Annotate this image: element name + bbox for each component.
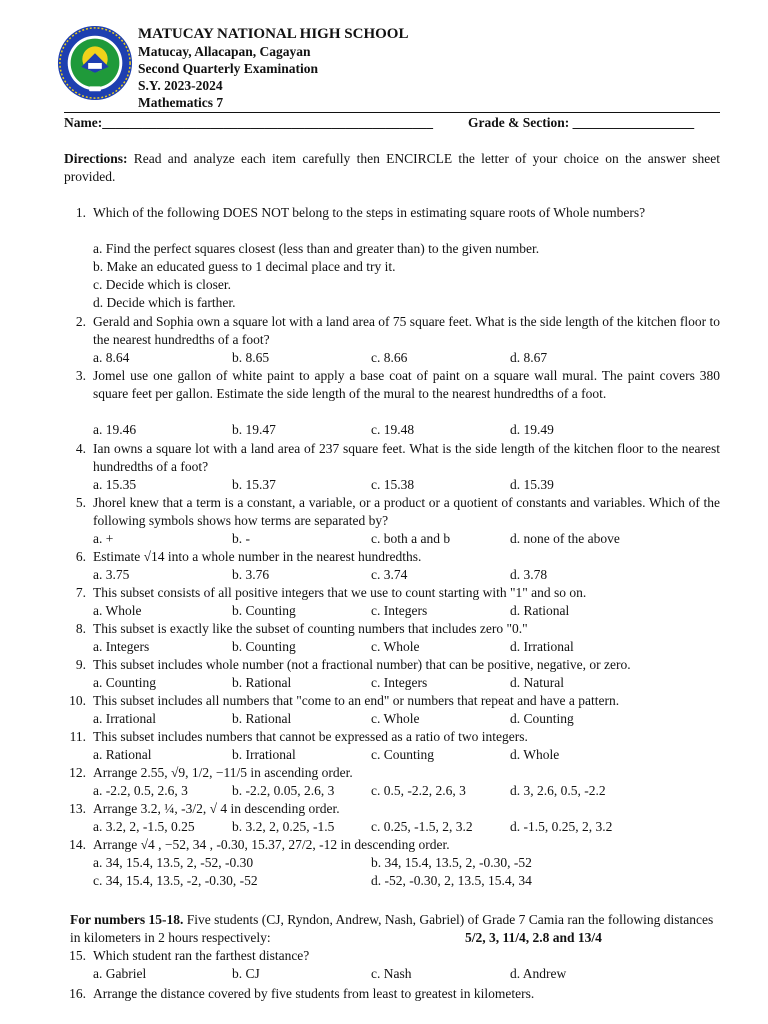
question-number: 12. bbox=[69, 765, 86, 780]
directions bbox=[64, 150, 720, 186]
choice-d[interactable]: d. Natural bbox=[510, 675, 564, 690]
choice-b[interactable]: b. Rational bbox=[232, 675, 292, 690]
choice-b[interactable]: b. 15.37 bbox=[232, 477, 276, 492]
choice-a[interactable]: a. Gabriel bbox=[93, 966, 147, 981]
section-intro bbox=[70, 911, 720, 947]
question-number: 14. bbox=[69, 837, 86, 852]
choice-d[interactable]: d. Rational bbox=[510, 603, 570, 618]
choice-d[interactable]: d. -52, -0.30, 2, 13.5, 15.4, 34 bbox=[371, 873, 532, 888]
choice-c[interactable]: c. 15.38 bbox=[371, 477, 415, 492]
question-stem: Ian owns a square lot with a land area of 237 square feet. What is the side length of the kitchen floor to the nearest hundredths of a foot? bbox=[93, 441, 720, 474]
question-number: 4. bbox=[75, 441, 86, 456]
school-year: S.Y. 2023-2024 bbox=[138, 78, 223, 93]
choice-c[interactable]: c. Nash bbox=[371, 966, 412, 981]
school-seal-logo bbox=[56, 24, 134, 102]
choice-b[interactable]: b. -2.2, 0.05, 2.6, 3 bbox=[232, 783, 335, 798]
question-number: 5. bbox=[75, 495, 86, 510]
choice-b[interactable]: b. 8.65 bbox=[232, 350, 270, 365]
question-number: 9. bbox=[75, 657, 86, 672]
question-number: 6. bbox=[75, 549, 86, 564]
question-stem: Gerald and Sophia own a square lot with a land area of 75 square feet. What is the side length of the kitchen floor to the nearest hundredths of a foot? bbox=[93, 314, 720, 347]
choice-d[interactable]: d. Andrew bbox=[510, 966, 567, 981]
choice-c[interactable]: c. 3.74 bbox=[371, 567, 408, 582]
choice-d[interactable]: d. -1.5, 0.25, 2, 3.2 bbox=[510, 819, 613, 834]
choice-b[interactable]: b. Make an educated guess to 1 decimal place and try it. bbox=[93, 259, 396, 274]
choice-a[interactable]: a. 19.46 bbox=[93, 422, 137, 437]
question-stem: This subset includes all numbers that "come to an end" or numbers that repeat and have a pattern. bbox=[93, 693, 620, 708]
choice-d[interactable]: d. 8.67 bbox=[510, 350, 548, 365]
choice-a[interactable]: a. 15.35 bbox=[93, 477, 137, 492]
grade-section-field[interactable]: Grade & Section: __________________ bbox=[468, 115, 695, 130]
choice-b[interactable]: b. Rational bbox=[232, 711, 292, 726]
question-number: 8. bbox=[75, 621, 86, 636]
section-values: 5/2, 3, 11/4, 2.8 and 13/4 bbox=[465, 930, 602, 945]
school-header bbox=[138, 26, 408, 111]
choice-a[interactable]: a. Irrational bbox=[93, 711, 156, 726]
question-stem: This subset includes whole number (not a fractional number) that can be positive, negative, or zero. bbox=[93, 657, 631, 672]
choice-a[interactable]: a. -2.2, 0.5, 2.6, 3 bbox=[93, 783, 188, 798]
question-stem: Arrange the distance covered by five students from least to greatest in kilometers. bbox=[93, 986, 535, 1001]
question-stem: This subset is exactly like the subset of counting numbers that includes zero "0." bbox=[93, 621, 528, 636]
question-stem: This subset consists of all positive integers that we use to count starting with "1" and so on. bbox=[93, 585, 587, 600]
question-stem: Arrange 2.55, √9, 1/2, −11/5 in ascending order. bbox=[93, 765, 353, 780]
question-stem: Jhorel knew that a term is a constant, a variable, or a product or a quotient of constants and variables. Which of the following symbols shows how terms are separated by? bbox=[93, 495, 720, 528]
choice-a[interactable]: a. 8.64 bbox=[93, 350, 130, 365]
choice-d[interactable]: d. Irrational bbox=[510, 639, 574, 654]
choice-c[interactable]: c. 8.66 bbox=[371, 350, 408, 365]
question-number: 1. bbox=[75, 205, 86, 220]
question-number: 2. bbox=[75, 314, 86, 329]
choice-c[interactable]: c. Integers bbox=[371, 603, 428, 618]
choice-c[interactable]: c. 0.5, -2.2, 2.6, 3 bbox=[371, 783, 466, 798]
choice-a[interactable]: a. Counting bbox=[93, 675, 156, 690]
question-number: 3. bbox=[75, 368, 86, 383]
choice-a[interactable]: a. + bbox=[93, 531, 114, 546]
choice-d[interactable]: d. Counting bbox=[510, 711, 574, 726]
choice-a[interactable]: a. Whole bbox=[93, 603, 142, 618]
section-text: Five students (CJ, Ryndon, Andrew, Nash, Gabriel) of Grade 7 Camia ran the following distances in kilometers in 2 hours respectively: bbox=[70, 912, 714, 945]
choice-b[interactable]: b. 34, 15.4, 13.5, 2, -0.30, -52 bbox=[371, 855, 532, 870]
choice-c[interactable]: c. 34, 15.4, 13.5, -2, -0.30, -52 bbox=[93, 873, 258, 888]
choice-b[interactable]: b. Counting bbox=[232, 639, 296, 654]
question-stem: Which student ran the farthest distance? bbox=[93, 948, 310, 963]
choice-a[interactable]: a. 3.2, 2, -1.5, 0.25 bbox=[93, 819, 195, 834]
choice-a[interactable]: a. 3.75 bbox=[93, 567, 130, 582]
question-number: 10. bbox=[69, 693, 86, 708]
school-name: MATUCAY NATIONAL HIGH SCHOOL bbox=[138, 26, 409, 42]
choice-c[interactable]: c. Whole bbox=[371, 711, 420, 726]
choice-a[interactable]: a. 34, 15.4, 13.5, 2, -52, -0.30 bbox=[93, 855, 254, 870]
choice-a[interactable]: a. Find the perfect squares closest (less than and greater than) to the given number. bbox=[93, 241, 540, 256]
choice-c[interactable]: c. 19.48 bbox=[371, 422, 415, 437]
directions-text: Read and analyze each item carefully then ENCIRCLE the letter of your choice on the answer sheet provided. bbox=[64, 151, 720, 184]
choice-b[interactable]: b. 19.47 bbox=[232, 422, 276, 437]
name-field[interactable]: Name:_________________________________________________ bbox=[64, 115, 433, 130]
choice-d[interactable]: d. 19.49 bbox=[510, 422, 554, 437]
question-number: 11. bbox=[69, 729, 86, 744]
choice-d[interactable]: d. Decide which is farther. bbox=[93, 295, 236, 310]
choice-c[interactable]: c. both a and b bbox=[371, 531, 451, 546]
school-address: Matucay, Allacapan, Cagayan bbox=[138, 44, 311, 59]
question-number: 7. bbox=[75, 585, 86, 600]
question-number: 15. bbox=[69, 948, 86, 963]
choice-c[interactable]: c. Whole bbox=[371, 639, 420, 654]
choice-a[interactable]: a. Integers bbox=[93, 639, 150, 654]
choice-d[interactable]: d. 3.78 bbox=[510, 567, 548, 582]
question-stem: Arrange √4 , −52, 34 , -0.30, 15.37, 27/2, -12 in descending order. bbox=[93, 837, 450, 852]
choice-b[interactable]: b. Counting bbox=[232, 603, 296, 618]
choice-a[interactable]: a. Rational bbox=[93, 747, 152, 762]
section-label: For numbers 15-18. bbox=[70, 912, 184, 927]
choice-b[interactable]: b. CJ bbox=[232, 966, 260, 981]
choice-b[interactable]: b. Irrational bbox=[232, 747, 296, 762]
question-stem: Estimate √14 into a whole number in the nearest hundredths. bbox=[93, 549, 422, 564]
choice-c[interactable]: c. 0.25, -1.5, 2, 3.2 bbox=[371, 819, 473, 834]
subject-name: Mathematics 7 bbox=[138, 95, 224, 110]
question-stem: Arrange 3.2, ¼, -3/2, √ 4 in descending order. bbox=[93, 801, 340, 816]
choice-b[interactable]: b. - bbox=[232, 531, 250, 546]
question-stem: Which of the following DOES NOT belong to the steps in estimating square roots of Whole numbers? bbox=[93, 205, 646, 220]
choice-b[interactable]: b. 3.76 bbox=[232, 567, 270, 582]
directions-label: Directions: bbox=[64, 151, 128, 166]
choice-c[interactable]: c. Counting bbox=[371, 747, 434, 762]
choice-c[interactable]: c. Integers bbox=[371, 675, 428, 690]
exam-title: Second Quarterly Examination bbox=[138, 61, 319, 76]
choice-d[interactable]: d. none of the above bbox=[510, 531, 620, 546]
choice-d[interactable]: d. 3, 2.6, 0.5, -2.2 bbox=[510, 783, 606, 798]
choice-b[interactable]: b. 3.2, 2, 0.25, -1.5 bbox=[232, 819, 335, 834]
choice-d[interactable]: d. Whole bbox=[510, 747, 560, 762]
question-stem: This subset includes numbers that cannot be expressed as a ratio of two integers. bbox=[93, 729, 528, 744]
student-info-line bbox=[64, 115, 720, 131]
question-number: 16. bbox=[69, 986, 86, 1001]
question-number: 13. bbox=[69, 801, 86, 816]
header-divider bbox=[64, 112, 720, 113]
choice-c[interactable]: c. Decide which is closer. bbox=[93, 277, 231, 292]
question-stem: Jomel use one gallon of white paint to apply a base coat of paint on a square wall mural. The paint covers 380 square feet per gallon. Estimate the side length of the mural to the nearest hundredths of a foot. bbox=[93, 368, 720, 401]
choice-d[interactable]: d. 15.39 bbox=[510, 477, 554, 492]
